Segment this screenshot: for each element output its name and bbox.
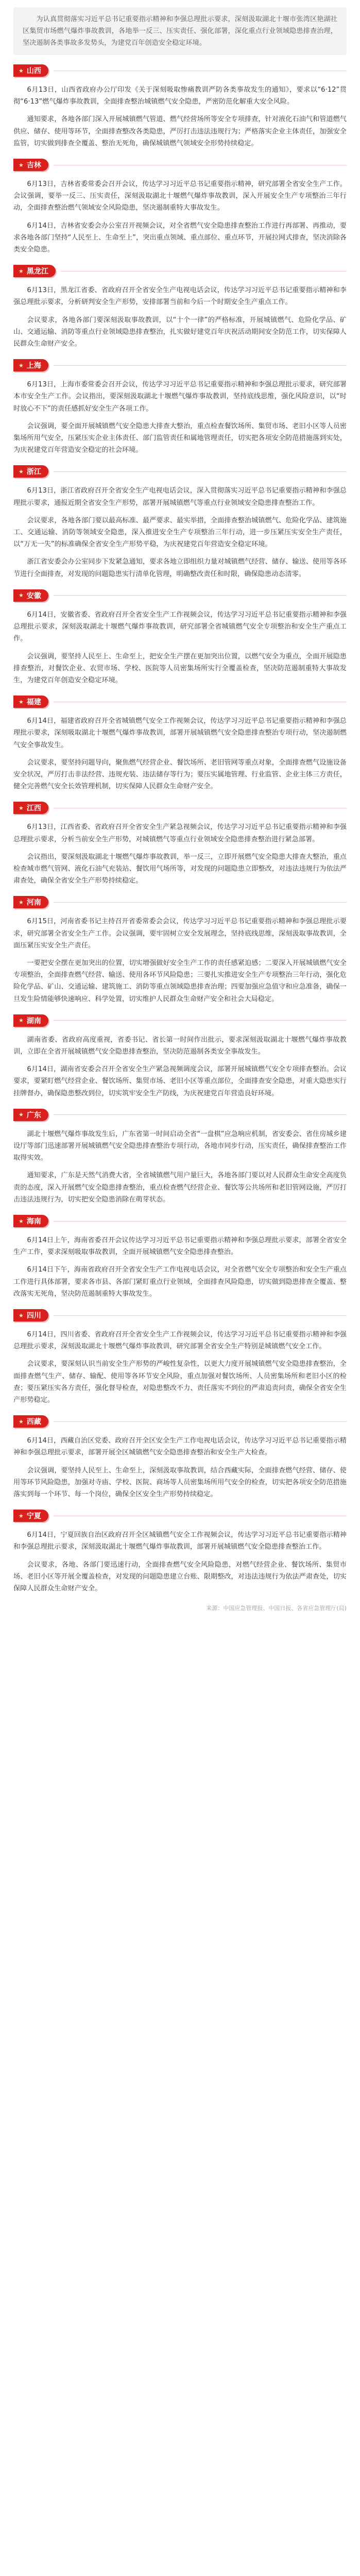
province-tag xyxy=(13,1309,347,1321)
body-paragraph: 6月13日，上海市委常委会召开会议，传达学习习近平总书记重要指示精神和李强总理批示要求，研究部署本市安全生产工作。会议指出，要深刻汲取湖北十堰燃气爆炸事故教训，坚持底线思维，强化风险意识，以“时时放心不下”的责任感抓好安全生产各项工作。 xyxy=(13,381,347,413)
body-paragraph: 6月14日，吉林省安委会办公室召开视频会议，对全省燃气安全隐患排查整治工作进行再部署、再推动，要求各地各部门坚持“人民至上、生命至上”，突出重点领域、重点部位、重点环节，开展拉网式排查，坚决消除各类安全隐患。 xyxy=(13,222,347,254)
tag-divider-line xyxy=(61,271,347,272)
tag-divider-line xyxy=(54,1020,347,1021)
star-icon: ★ xyxy=(19,899,24,906)
province-tag-bar xyxy=(13,64,48,77)
province-section xyxy=(13,1014,347,1099)
intro-paragraph: 为认真贯彻落实习近平总书记重要指示精神和李强总理批示要求，深刻汲取湖北十堰市张湾区艳湖社区集贸市场燃气爆炸事故教训，各地举一反三、压实责任、强化部署，深化重点行业领域隐患排查治理，坚决遏制各类事故多发势头，为建党百年创造安全稳定环境。 xyxy=(13,7,347,55)
body-paragraph: 通知要求，广东是天然气消费大省，全省城镇燃气用户量巨大，各地各部门要以对人民群众生命安全高度负责的态度，深入开展燃气安全隐患排查整治，重点检查燃气经营企业、餐饮等公共场所和老旧管网设施，严厉打击违法违规行为，切实把安全隐患消除在萌芽状态。 xyxy=(13,1172,347,1204)
tag-divider-line xyxy=(54,1421,347,1422)
province-tag xyxy=(13,1215,347,1227)
province-tag xyxy=(13,465,347,478)
province-section xyxy=(13,589,347,686)
province-name: 河南 xyxy=(26,899,41,907)
province-section xyxy=(13,265,347,350)
tag-divider-line xyxy=(54,1221,347,1222)
body-paragraph: 6月14日，湖南省安委会召开全省安全生产紧急视频调度会议，部署开展城镇燃气安全专项排查整治。会议要求，要紧盯燃气经营企业、餐饮场所、集贸市场、老旧小区等重点部位，全面排查安全隐患，对重大隐患实行挂牌督办，确保隐患整改到位，切实筑牢安全生产防线，为庆祝建党百年营造良好环境。 xyxy=(13,1065,347,1097)
body-paragraph: 6月15日，河南省委书记主持召开省委常委会会议，传达学习习近平总书记重要指示精神和李强总理批示要求，研究部署全省安全生产工作。会议强调，要牢固树立安全发展理念，坚持底线思维，深刻汲取事故教训，全面压紧压实安全生产责任。 xyxy=(13,918,347,950)
province-tag-bar xyxy=(13,696,48,708)
province-name: 海南 xyxy=(26,1217,41,1226)
source-footer: 来源：中国应急管理报、中国日报、各省应急管理厅(局) xyxy=(206,1605,347,1612)
body-paragraph: 会议要求，各地各部门要以最高标准、最严要求、最实举措，全面排查整治城镇燃气、危险化学品、建筑施工、交通运输、消防等领域安全隐患，深入推进安全生产专项整治三年行动，进一步压紧压实安全生产责任，以“万无一失”的标准确保全省安全生产形势平稳，为庆祝建党百年营造安全稳定环境。 xyxy=(13,516,347,549)
tag-divider-line xyxy=(54,471,347,472)
star-icon: ★ xyxy=(19,161,24,168)
province-name: 宁夏 xyxy=(26,1512,41,1521)
province-tag-bar xyxy=(13,802,48,814)
body-paragraph: 湖南省委、省政府高度重视，省委书记、省长第一时间作出批示，要求深刻汲取湖北十堰燃气爆炸事故教训，立即在全省开展城镇燃气安全隐患排查整治，坚决防范遏制各类安全事故发生。 xyxy=(13,1036,347,1056)
province-tag xyxy=(13,896,347,908)
province-tag-bar xyxy=(13,465,48,478)
star-icon: ★ xyxy=(19,698,24,705)
body-paragraph: 会议要求，要坚持问题导向，聚焦燃气经营企业、餐饮场所、老旧管网等重点对象，全面排查燃气设施设备安全状况，严厉打击非法经营、违规充装、违法储存等行为；要压实属地管理、行业监管、企业主体三方责任，健全完善燃气安全长效管理机制，切实保障人民群众生命财产安全。 xyxy=(13,758,347,791)
province-tag xyxy=(13,1415,347,1428)
province-section xyxy=(13,159,347,256)
province-tag xyxy=(13,265,347,277)
star-icon: ★ xyxy=(19,1111,24,1118)
star-icon: ★ xyxy=(19,804,24,811)
province-tag xyxy=(13,64,347,77)
province-name: 广东 xyxy=(26,1111,41,1120)
province-tag-bar xyxy=(13,589,48,602)
star-icon: ★ xyxy=(19,267,24,275)
province-tag-bar xyxy=(13,1309,48,1321)
province-section xyxy=(13,1215,347,1300)
province-tag xyxy=(13,1109,347,1121)
province-name: 江西 xyxy=(26,804,41,813)
body-paragraph: 6月14日，宁夏回族自治区政府召开全区城镇燃气安全工作视频会议，传达学习习近平总书记重要指示精神和李强总理批示要求，深刻汲取湖北十堰燃气爆炸事故教训，部署开展城镇燃气安全隐患排查整治工作。 xyxy=(13,1531,347,1551)
body-paragraph: 浙江省安委会办公室同步下发紧急通知，要求各地立即组织力量对城镇燃气经营、储存、输送、使用等各环节进行全面排查，对发现的问题隐患实行清单化管理，明确整改责任和时限，确保隐患动态清零。 xyxy=(13,558,347,578)
star-icon: ★ xyxy=(19,468,24,475)
province-name: 吉林 xyxy=(26,161,41,170)
body-paragraph: 会议要求，要深刻认识当前安全生产形势的严峻性复杂性，以更大力度开展城镇燃气安全隐患排查整治，全面排查燃气生产、储存、输配、使用等各环节安全风险，重点加强对餐饮场所、人员密集场所和老旧小区的检查；要压紧压实各方责任，强化督导检查，对隐患整改不力、责任落实不到位的严肃追责问责，确保全省安全生产形势稳定。 xyxy=(13,1360,347,1404)
body-paragraph: 6月14日，西藏自治区党委、政府召开全区安全生产工作电视电话会议，传达学习习近平总书记重要指示精神和李强总理批示要求，部署开展全区城镇燃气安全隐患排查整治和安全生产大检查。 xyxy=(13,1437,347,1457)
body-paragraph: 一要把安全摆在更加突出的位置，切实增强做好安全生产工作的责任感紧迫感；二要深入开展城镇燃气安全专项整治，全面排查燃气经营、输送、使用各环节风险隐患；三要扎实推进安全生产专项整治三年行动，强化危险化学品、矿山、交通运输、建筑施工、消防等重点领域隐患排查治理；四要加强应急值守和应急准备，确保一旦发生险情能够快速响应、科学处置，切实维护人民群众生命财产安全和社会大局稳定。 xyxy=(13,959,347,1003)
province-tag-bar xyxy=(13,1014,48,1027)
star-icon: ★ xyxy=(19,1017,24,1024)
province-section xyxy=(13,465,347,580)
body-paragraph: 6月14日，四川省委、省政府召开全省安全生产工作视频会议，传达学习习近平总书记重要指示精神和李强总理批示要求，深刻汲取湖北十堰燃气爆炸事故教训，研究部署全省安全生产特别是城镇燃气安全工作。 xyxy=(13,1331,347,1351)
star-icon: ★ xyxy=(19,1312,24,1319)
province-name: 山西 xyxy=(26,67,41,75)
body-paragraph: 会议要求，各地各部门要深刻汲取事故教训，以“十个一律”的严格标准，开展城镇燃气、危险化学品、矿山、交通运输、消防等重点行业领域隐患排查整治，扎实做好建党百年庆祝活动期间安全防范工作，切实保障人民群众生命财产安全。 xyxy=(13,316,347,348)
star-icon: ★ xyxy=(19,1418,24,1425)
tag-divider-line xyxy=(54,595,347,596)
province-section xyxy=(13,802,347,887)
province-tag-bar xyxy=(13,359,48,371)
body-paragraph: 6月13日，吉林省委常委会召开会议，传达学习习近平总书记重要指示精神，研究部署全省安全生产工作。会议强调，要举一反三、压实责任，深刻汲取湖北十堰燃气爆炸事故教训，深入开展安全生产专项整治三年行动，全面排查整治燃气领域安全风险隐患，坚决遏制重特大事故发生。 xyxy=(13,180,347,212)
province-name: 湖南 xyxy=(26,1016,41,1025)
tag-divider-line xyxy=(54,1114,347,1115)
body-paragraph: 会议要求，各地、各部门要迅速行动，全面排查燃气安全风险隐患，对燃气经营企业、餐饮场所、集贸市场、老旧小区等开展全覆盖检查，对发现的问题隐患建立台账、限期整改，对违法违规行为依法严肃查处，切实保障人民群众生命财产安全。 xyxy=(13,1561,347,1593)
province-tag xyxy=(13,589,347,602)
province-tag xyxy=(13,802,347,814)
star-icon: ★ xyxy=(19,362,24,369)
province-name: 福建 xyxy=(26,698,41,707)
province-tag xyxy=(13,696,347,708)
tag-divider-line xyxy=(54,1315,347,1316)
province-tag-bar xyxy=(13,1215,48,1227)
province-tag-bar xyxy=(13,1510,48,1522)
body-paragraph: 6月13日，浙江省政府召开全省安全生产电视电话会议，深入贯彻落实习近平总书记重要指示精神和李强总理批示要求，通报近期全省安全生产形势，部署开展城镇燃气等重点行业领域安全隐患排查整治工作。 xyxy=(13,487,347,507)
province-section xyxy=(13,696,347,792)
province-tag-bar xyxy=(13,265,56,277)
province-tag xyxy=(13,359,347,371)
tag-divider-line xyxy=(54,902,347,903)
province-tag-bar xyxy=(13,1415,48,1428)
body-paragraph: 6月14日，福建省政府召开全省城镇燃气安全工作视频会议，传达学习习近平总书记重要指示精神和李强总理批示要求，深刻吸取湖北十堰燃气爆炸事故教训，部署开展城镇燃气安全隐患排查整治专项行动，坚决遏制燃气安全事故发生。 xyxy=(13,717,347,749)
body-paragraph: 6月14日上午，海南省委召开会议传达学习习近平总书记重要指示精神和李强总理批示要求，部署全省安全生产工作，要求深刻吸取事故教训，全面开展城镇燃气安全隐患排查整治。 xyxy=(13,1236,347,1257)
province-section xyxy=(13,1309,347,1406)
province-sections xyxy=(13,64,347,1595)
province-name: 黑龙江 xyxy=(26,267,48,276)
province-section xyxy=(13,64,347,149)
province-section xyxy=(13,896,347,1005)
body-paragraph: 会议强调，要坚持人民至上、生命至上，深刻汲取事故教训，结合西藏实际，全面排查燃气经营、储存、使用等环节风险隐患，加强对寺庙、学校、医院、商场等人员密集场所用气安全的检查，切实把各项安全防范措施落实到每一个环节、每一个岗位，确保全区安全生产形势持续稳定。 xyxy=(13,1466,347,1499)
body-paragraph: 6月14日下午，海南省政府召开全省安全生产工作电视电话会议，对全省燃气安全专项整治和安全生产重点工作进行具体部署，要求各市县、各部门紧盯重点行业领域，全面排查风险隐患，切实做到隐患排查全覆盖、整改落实无死角，坚决防范遏制重特大事故发生。 xyxy=(13,1266,347,1298)
body-paragraph: 6月13日，山西省政府办公厅印发《关于深刻吸取惨痛教训严防各类事故发生的通知》，要求以“6·12”贯彻“6·13”燃气爆炸事故教训，全面排查整治城镇燃气安全隐患，严密防范化解重大安全风险。 xyxy=(13,86,347,106)
province-name: 上海 xyxy=(26,362,41,370)
body-paragraph: 会议指出，要深刻汲取湖北十堰燃气爆炸事故教训，举一反三，立即开展燃气安全隐患大排查大整治，重点检查城市燃气管网、液化石油气充装站、餐饮用气场所等，对发现的问题隐患立即整改，对违法违规行为依法严肃查处，确保全省安全生产形势持续稳定。 xyxy=(13,853,347,885)
province-tag-bar xyxy=(13,159,48,171)
body-paragraph: 6月13日，江西省委、省政府召开全省安全生产紧急视频会议，传达学习习近平总书记重要指示精神和李强总理批示要求，分析当前安全生产形势，对城镇燃气等重点行业领域安全隐患排查整治进行紧急部署。 xyxy=(13,823,347,843)
province-name: 西藏 xyxy=(26,1418,41,1427)
province-tag-bar xyxy=(13,896,48,908)
province-section xyxy=(13,1510,347,1595)
body-paragraph: 通知要求，各地各部门深入开展城镇燃气管道、燃气经营场所等安全专项排查，针对液化石油气和管道燃气供应、储存、使用等环节，全面排查整改各类隐患，严厉打击违法违规行为；严格落实企业主体责任，加强安全监管，切实做到排查全覆盖、整治无死角，确保城镇燃气领域安全形势持续稳定。 xyxy=(13,115,347,147)
province-name: 安徽 xyxy=(26,591,41,600)
province-name: 浙江 xyxy=(26,468,41,477)
province-section xyxy=(13,1415,347,1500)
province-tag xyxy=(13,1510,347,1522)
province-tag-bar xyxy=(13,1109,48,1121)
body-paragraph: 6月13日，黑龙江省委、省政府召开全省安全生产电视电话会议，传达学习习近平总书记重要指示精神和李强总理批示要求，分析研判安全生产形势，安排部署当前和今后一个时期安全生产重点工作。 xyxy=(13,286,347,307)
province-name: 四川 xyxy=(26,1312,41,1320)
body-paragraph: 会议强调，要全面开展城镇燃气安全隐患大排查大整治，重点检查餐饮场所、集贸市场、老旧小区等人员密集场所用气安全，压紧压实企业主体责任、部门监管责任和属地管理责任，切实把各项安全防范措施落到实处，为庆祝建党百年营造安全稳定的社会环境。 xyxy=(13,422,347,454)
star-icon: ★ xyxy=(19,67,24,74)
star-icon: ★ xyxy=(19,592,24,599)
body-paragraph: 会议强调，要坚持人民至上、生命至上，把安全生产摆在更加突出位置，以燃气安全为重点，全面开展隐患排查整治，对餐饮企业、农贸市场、学校、医院等人员密集场所实行全覆盖检查，坚决防范遏制重特大事故发生，为建党百年创造安全稳定环境。 xyxy=(13,652,347,684)
body-paragraph: 6月14日，安徽省委、省政府召开全省安全生产工作视频会议，传达学习习近平总书记重要指示精神和李强总理批示要求，深刻汲取湖北十堰燃气爆炸事故教训，研究部署全省城镇燃气安全专项整治和安全生产重点工作。 xyxy=(13,611,347,643)
star-icon: ★ xyxy=(19,1512,24,1519)
star-icon: ★ xyxy=(19,1217,24,1225)
province-tag xyxy=(13,159,347,171)
body-paragraph: 湖北十堰燃气爆炸事故发生后，广东省第一时间启动全省“一盘棋”应急响应机制，省安委会、省住房城乡建设厅等部门迅速部署开展城镇燃气安全隐患排查整治专项行动，各地市同步行动，压实责任，确保排查整治工作取得实效。 xyxy=(13,1130,347,1162)
province-section xyxy=(13,359,347,456)
province-tag xyxy=(13,1014,347,1027)
tag-divider-line xyxy=(54,365,347,366)
province-section xyxy=(13,1109,347,1206)
